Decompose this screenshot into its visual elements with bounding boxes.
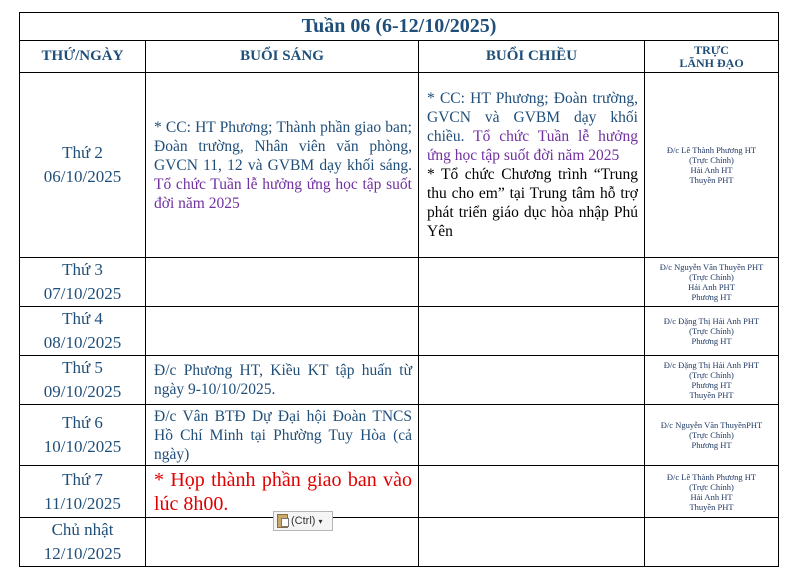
chevron-down-icon: ▾ bbox=[318, 516, 323, 526]
afternoon-cell bbox=[419, 518, 645, 567]
leader-cell bbox=[645, 356, 779, 405]
leader-line: (Trực Chính) bbox=[689, 481, 734, 492]
date-label: 12/10/2025 bbox=[43, 544, 122, 563]
leader-line: Thuyền PHT bbox=[689, 390, 734, 400]
table-row-fri bbox=[20, 405, 779, 466]
header-afternoon: BUỔI CHIỀU bbox=[419, 41, 645, 73]
morning-text: * CC: HT Phương; Thành phần giao ban; Đoàn trường, Nhân viên văn phòng, GVCN 11, 12 và GVBM dạy khối sáng. bbox=[154, 118, 412, 174]
afternoon-cell bbox=[419, 258, 645, 307]
leader-line: Đ/c Nguyễn Văn ThuyềnPHT bbox=[660, 420, 763, 430]
leader-line: Phương HT bbox=[691, 336, 732, 346]
morning-cell: * Họp thành phần giao ban vào lúc 8h00. bbox=[146, 466, 419, 518]
afternoon-highlight: Tổ chức Tuần lễ hưởng ứng học tập suốt đời năm 2025 bbox=[427, 128, 638, 164]
clipboard-icon bbox=[277, 514, 288, 528]
schedule-table bbox=[19, 12, 779, 567]
afternoon-cell bbox=[419, 405, 645, 466]
leader-cell bbox=[645, 73, 779, 258]
leader-cell bbox=[645, 258, 779, 307]
day-cell bbox=[20, 466, 146, 518]
paste-options-button[interactable] bbox=[273, 511, 333, 531]
header-leader bbox=[645, 41, 779, 73]
day-label: Thứ 4 bbox=[62, 309, 103, 328]
day-label: Thứ 2 bbox=[62, 143, 103, 162]
leader-cell bbox=[645, 466, 779, 518]
leader-line: Đ/c Lê Thành Phương HT bbox=[666, 145, 757, 155]
date-label: 11/10/2025 bbox=[44, 493, 121, 513]
day-cell bbox=[20, 73, 146, 258]
leader-line: Đ/c Lê Thành Phương HT bbox=[666, 471, 757, 482]
leader-line: Đ/c Đặng Thị Hải Anh PHT bbox=[663, 360, 760, 370]
leader-cell bbox=[645, 518, 779, 567]
date-label: 07/10/2025 bbox=[43, 284, 122, 303]
header-day: THỨ/NGÀY bbox=[20, 41, 146, 73]
afternoon-cell bbox=[419, 466, 645, 518]
day-label: Chủ nhật bbox=[51, 520, 114, 539]
leader-line: (Trực Chính) bbox=[689, 430, 734, 440]
leader-cell bbox=[645, 405, 779, 466]
morning-cell bbox=[146, 73, 419, 258]
header-leader-line2: LÃNH ĐẠO bbox=[679, 55, 744, 70]
morning-highlight: Tổ chức Tuần lễ hưởng ứng học tập suốt đời năm 2025 bbox=[154, 175, 412, 212]
day-cell bbox=[20, 405, 146, 466]
table-row-sat bbox=[20, 466, 779, 518]
morning-cell: Đ/c Phương HT, Kiều KT tập huấn từ ngày 9-10/10/2025. bbox=[146, 356, 419, 405]
header-leader-line1: TRỰC bbox=[694, 42, 729, 57]
day-cell bbox=[20, 356, 146, 405]
leader-line: Đ/c Nguyễn Văn Thuyền PHT bbox=[659, 262, 764, 272]
day-cell bbox=[20, 258, 146, 307]
leader-line: Phương HT bbox=[691, 292, 732, 302]
paste-options-label: (Ctrl) bbox=[291, 515, 316, 527]
table-row-thu bbox=[20, 356, 779, 405]
date-label: 09/10/2025 bbox=[43, 382, 122, 401]
morning-cell: Đ/c Vân BTĐ Dự Đại hội Đoàn TNCS Hồ Chí Minh tại Phường Tuy Hòa (cả ngày) bbox=[146, 405, 419, 466]
day-cell bbox=[20, 518, 146, 567]
leader-line: Thuyền PHT bbox=[689, 501, 734, 512]
day-label: Thứ 3 bbox=[62, 260, 103, 279]
header-morning: BUỔI SÁNG bbox=[146, 41, 419, 73]
schedule-title: Tuần 06 (6-12/10/2025) bbox=[20, 13, 779, 41]
leader-line: Phương HT bbox=[691, 380, 732, 390]
date-label: 08/10/2025 bbox=[43, 333, 122, 352]
date-label: 10/10/2025 bbox=[43, 437, 122, 456]
morning-cell bbox=[146, 258, 419, 307]
leader-line: (Trực Chính) bbox=[689, 370, 734, 380]
day-label: Thứ 7 bbox=[62, 469, 103, 489]
afternoon-cell bbox=[419, 73, 645, 258]
table-row-wed bbox=[20, 307, 779, 356]
morning-cell bbox=[146, 307, 419, 356]
leader-line: Đ/c Đặng Thị Hải Anh PHT bbox=[663, 316, 760, 326]
leader-line: Phương HT bbox=[691, 440, 732, 450]
day-label: Thứ 5 bbox=[62, 358, 103, 377]
afternoon-cell bbox=[419, 356, 645, 405]
leader-line: (Trực Chính) bbox=[689, 326, 734, 336]
day-label: Thứ 6 bbox=[62, 413, 103, 432]
leader-line: Hải Anh HT bbox=[690, 165, 733, 175]
leader-line: (Trực Chính) bbox=[689, 272, 734, 282]
table-row-tue bbox=[20, 258, 779, 307]
leader-line: Hải Anh PHT bbox=[688, 282, 735, 292]
date-label: 06/10/2025 bbox=[43, 167, 122, 186]
afternoon-text: * CC: HT Phương; Đoàn trường, GVCN và GVBM dạy khối chiều. bbox=[427, 90, 638, 145]
day-cell bbox=[20, 307, 146, 356]
table-row-mon bbox=[20, 73, 779, 258]
afternoon-cell bbox=[419, 307, 645, 356]
leader-line: Hải Anh HT bbox=[690, 491, 733, 502]
afternoon-event: * Tổ chức Chương trình “Trung thu cho em” tại Trung tâm hỗ trợ phát triển giáo dục hòa nhập Phú Yên bbox=[427, 166, 638, 240]
leader-cell bbox=[645, 307, 779, 356]
leader-line: (Trực Chính) bbox=[689, 155, 734, 165]
table-row-sun bbox=[20, 518, 779, 567]
leader-line: Thuyền PHT bbox=[689, 175, 734, 185]
